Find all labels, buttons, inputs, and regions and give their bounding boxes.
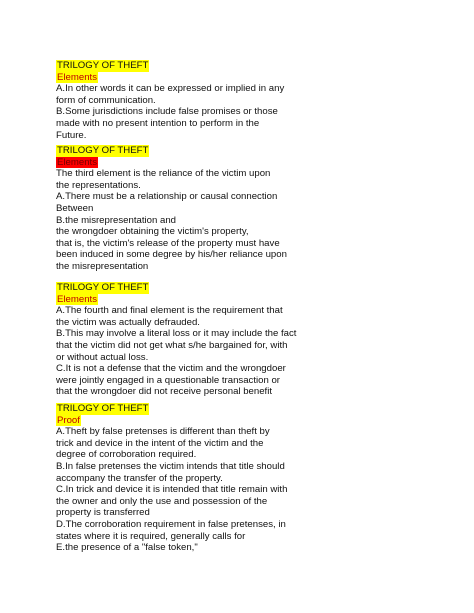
section-2 [56,145,456,273]
section-heading: TRILOGY OF THEFT [57,60,149,71]
text-line: were jointly engaged in a questionable transaction or [56,374,281,386]
text-line: the misrepresentation [56,260,149,272]
text-line: A.There must be a relationship or causal connection [56,191,278,203]
text-line: accompany the transfer of the property. [56,472,223,484]
text-line: E.the presence of a "false token," [56,542,198,554]
section-subheading: Proof [57,414,80,426]
text-line: D.The corroboration requirement in false pretenses, in [56,518,286,530]
text-line: been induced in some degree by his/her reliance upon [56,249,287,261]
text-line: trick and device in the intent of the victim and the [56,437,264,449]
section-heading: TRILOGY OF THEFT [57,403,149,414]
text-line: the wrongdoer obtaining the victim's property, [56,226,249,238]
text-line: form of communication. [56,94,156,106]
text-line: degree of corroboration required. [56,449,197,461]
text-line: made with no present intention to perform in the [56,117,260,129]
section-heading: TRILOGY OF THEFT [57,282,149,293]
section-subheading: Elements [57,71,97,83]
text-line: B.This may involve a literal loss or it may include the fact [56,328,297,340]
section-4 [56,403,456,554]
text-line: B.Some jurisdictions include false promises or those [56,106,278,118]
section-heading: TRILOGY OF THEFT [57,145,149,156]
text-line: Future. [56,129,87,141]
text-line: property is transferred [56,507,150,519]
text-line: Between [56,202,94,214]
text-line: or without actual loss. [56,351,149,363]
text-line: the victim was actually defrauded. [56,316,200,328]
text-line: states where it is required, generally calls for [56,530,246,542]
section-subheading: Elements [57,293,97,305]
text-line: that the wrongdoer did not receive personal benefit [56,386,272,398]
text-line: the owner and only the use and possession of the [56,495,268,507]
text-line: C.In trick and device it is intended that title remain with [56,484,288,496]
section-3 [56,282,456,398]
text-line: B.the misrepresentation and [56,214,176,226]
text-line: that the victim did not get what s/he bargained for, with [56,339,288,351]
text-line: A.Theft by false pretenses is different than theft by [56,426,270,438]
section-subheading: Elements [57,156,97,168]
text-line: A.The fourth and final element is the requirement that [56,305,283,317]
text-line: C.It is not a defense that the victim and the wrongdoer [56,363,286,375]
text-line: B.In false pretenses the victim intends that title should [56,460,285,472]
text-line: the representations. [56,179,141,191]
section-1 [56,60,456,141]
text-line: The third element is the reliance of the victim upon [56,168,271,180]
text-line: A.In other words it can be expressed or implied in any [56,83,285,95]
text-line: that is, the victim's release of the property must have [56,237,280,249]
